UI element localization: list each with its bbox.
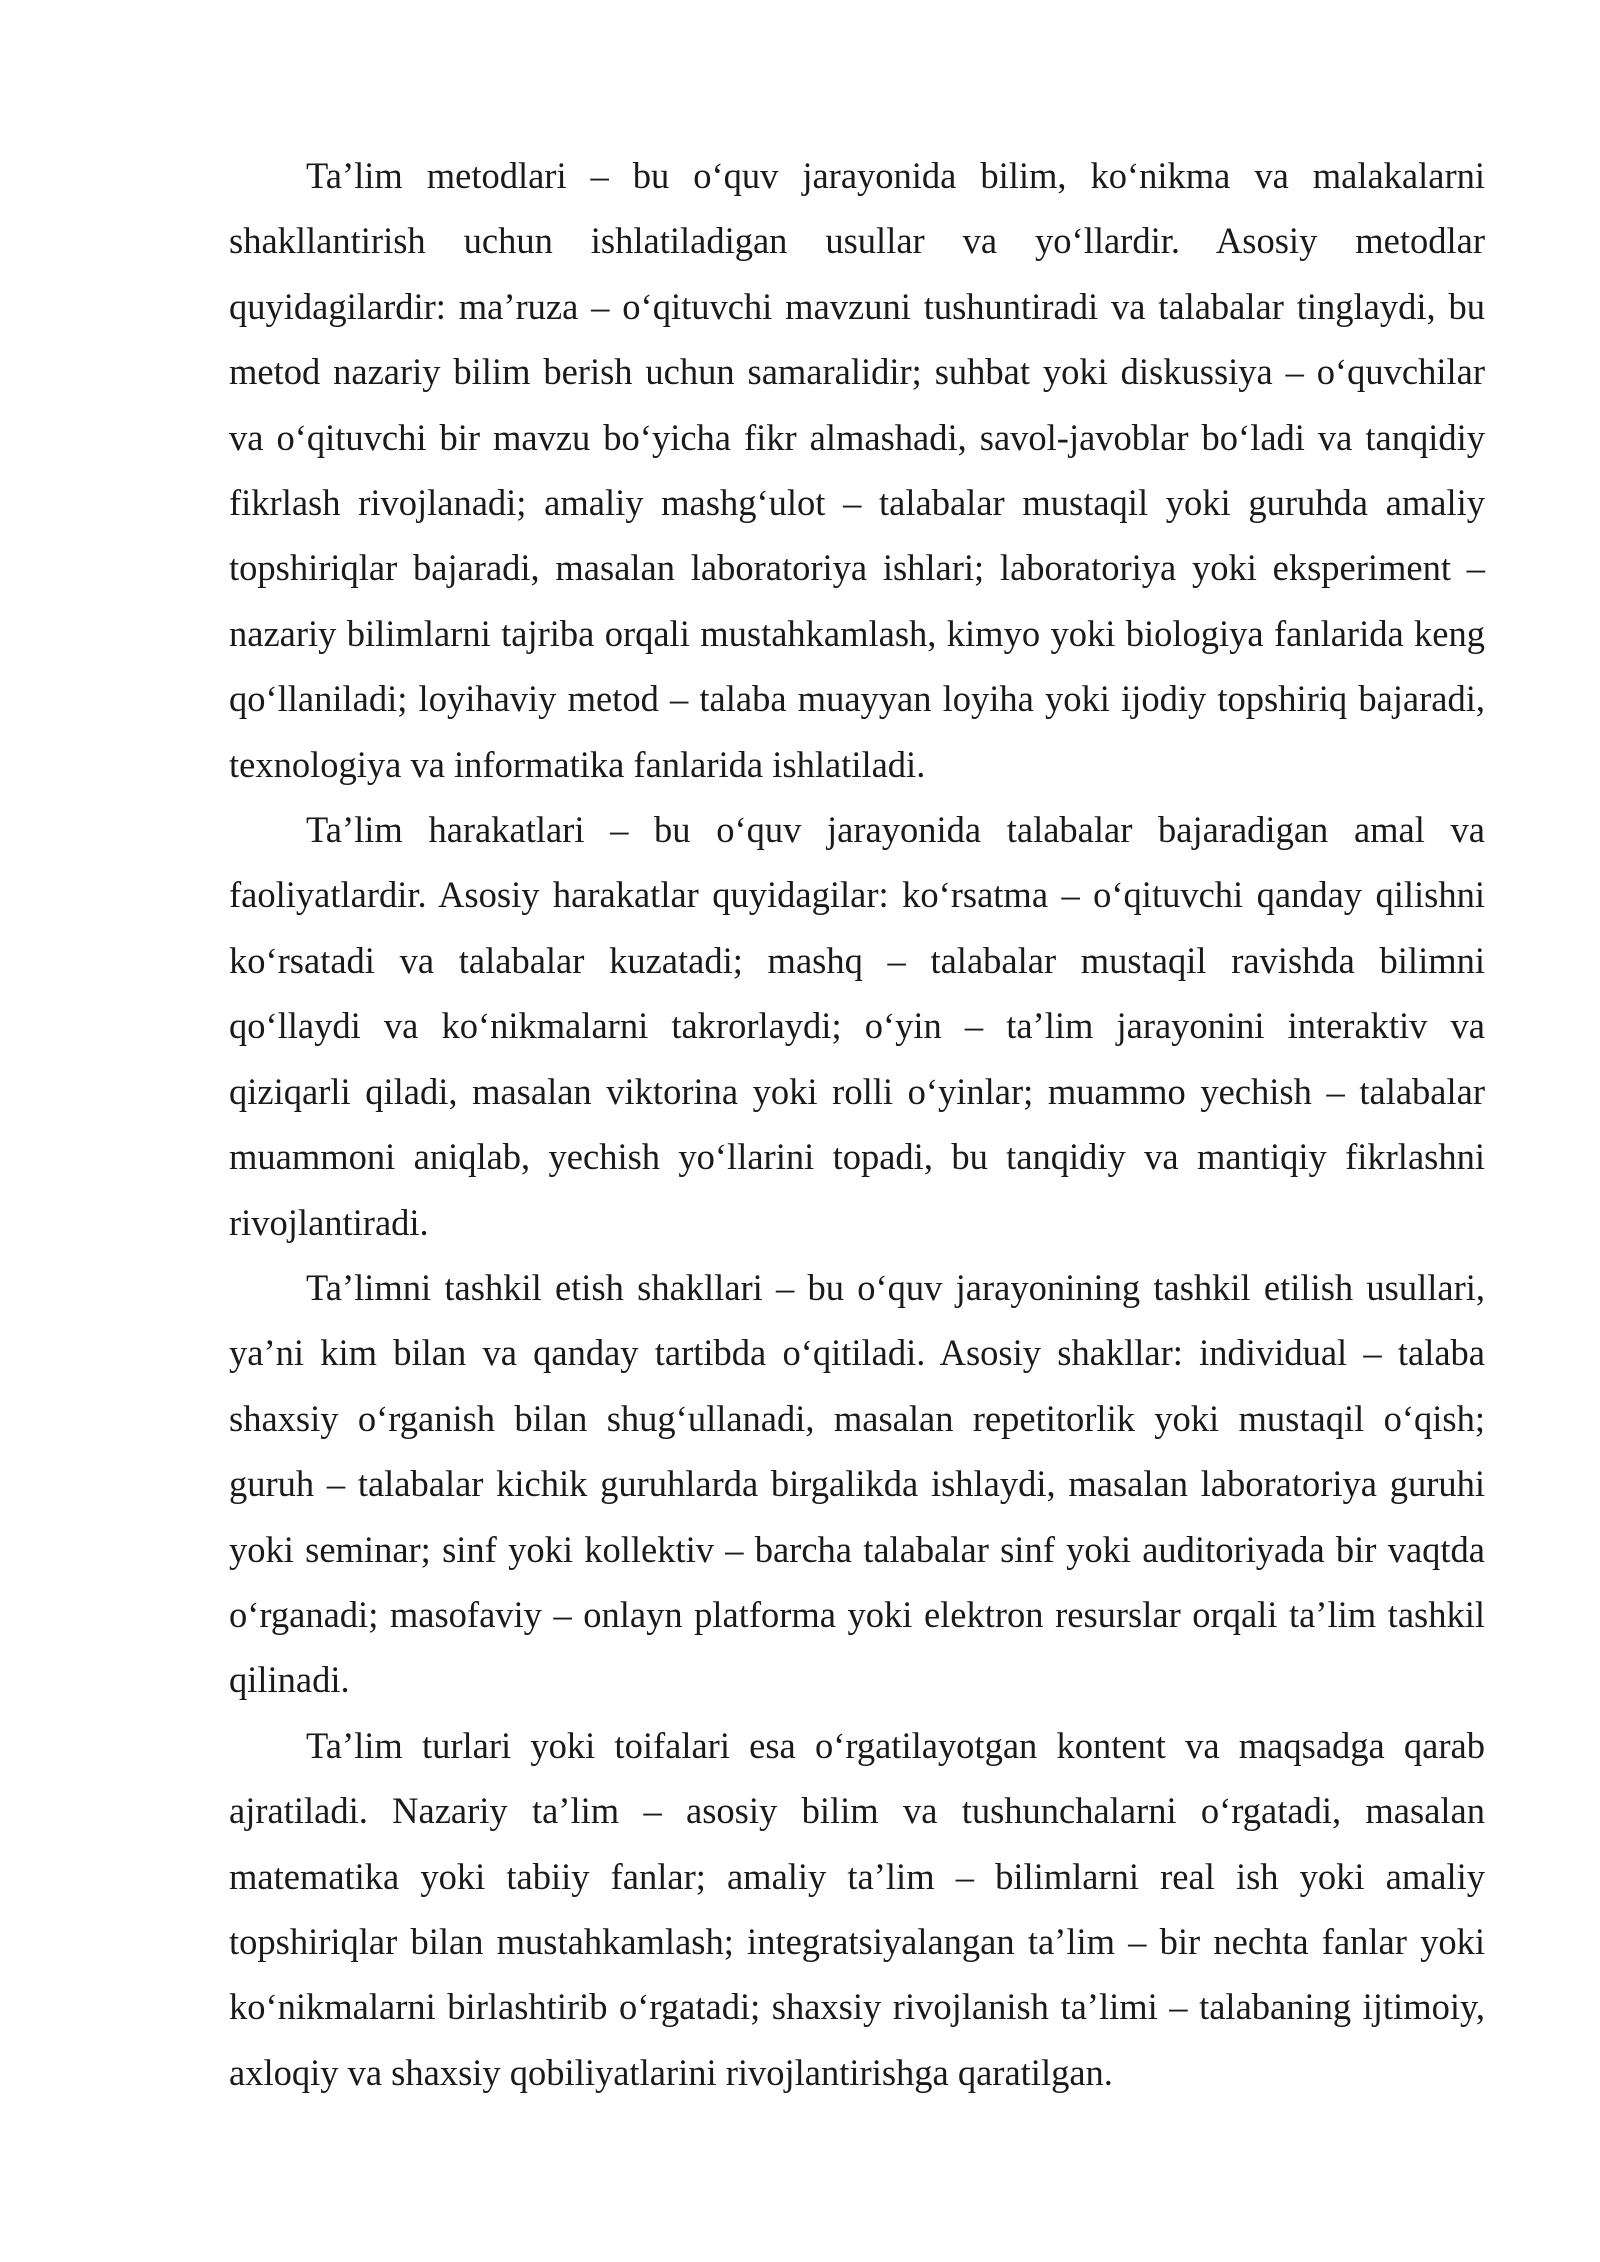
- paragraph-education-types: Ta’lim turlari yoki toifalari esa o‘rgatilayotgan kontent va maqsadga qarab ajratiladi. Nazariy ta’lim – asosiy bilim va tushunchalarni o‘rgatadi, masalan matematika yoki tabiiy fanlar; amaliy ta’lim – bilimlarni real ish yoki amaliy topshiriqlar bilan mustahkamlash; integratsiyalangan ta’lim – bir nechta fanlar yoki ko‘nikmalarni birlashtirib o‘rgatadi; shaxsiy rivojlanish ta’limi – talabaning ijtimoiy, axloqiy va shaxsiy qobiliyatlarini rivojlantirishga qaratilgan.: [229, 1724, 1485, 2093]
- paragraph-teaching-methods: Ta’lim metodlari – bu o‘quv jarayonida bilim, ko‘nikma va malakalarni shakllantirish uchun ishlatiladigan usullar va yo‘llardir. Asosiy metodlar quyidagilardir: ma’ruza – o‘qituvchi mavzuni tushuntiradi va talabalar tinglaydi, bu metod nazariy bilim berish uchun samaralidir; suhbat yoki diskussiya – o‘quvchilar va o‘qituvchi bir mavzu bo‘yicha fikr almashadi, savol-javoblar bo‘ladi va tanqidiy fikrlash rivojlanadi; amaliy mashg‘ulot – talabalar mustaqil yoki guruhda amaliy topshiriqlar bajaradi, masalan laboratoriya ishlari; laboratoriya yoki eksperiment – nazariy bilimlarni tajriba orqali mustahkamlash, kimyo yoki biologiya fanlarida keng qo‘llaniladi; loyihaviy metod – talaba muayyan loyiha yoki ijodiy topshiriq bajaradi, texnologiya va informatika fanlarida ishlatiladi.: [229, 155, 1485, 785]
- paragraph-organization-forms: Ta’limni tashkil etish shakllari – bu o‘quv jarayonining tashkil etilish usullari, ya’ni kim bilan va qanday tartibda o‘qitiladi. Asosiy shakllar: individual – talaba shaxsiy o‘rganish bilan shug‘ullanadi, masalan repetitorlik yoki mustaqil o‘qish; guruh – talabalar kichik guruhlarda birgalikda ishlaydi, masalan laboratoriya guruhi yoki seminar; sinf yoki kollektiv – barcha talabalar sinf yoki auditoriyada bir vaqtda o‘rganadi; masofaviy – onlayn platforma yoki elektron resurslar orqali ta’lim tashkil qilinadi.: [229, 1266, 1485, 1701]
- paragraph-teaching-actions: Ta’lim harakatlari – bu o‘quv jarayonida talabalar bajaradigan amal va faoliyatlardir. Asosiy harakatlar quyidagilar: ko‘rsatma – o‘qituvchi qanday qilishni ko‘rsatadi va talabalar kuzatadi; mashq – talabalar mustaqil ravishda bilimni qo‘llaydi va ko‘nikmalarni takrorlaydi; o‘yin – ta’lim jarayonini interaktiv va qiziqarli qiladi, masalan viktorina yoki rolli o‘yinlar; muammo yechish – talabalar muammoni aniqlab, yechish yo‘llarini topadi, bu tanqidiy va mantiqiy fikrlashni rivojlantiradi.: [229, 809, 1485, 1243]
- document-body: [229, 143, 1485, 2105]
